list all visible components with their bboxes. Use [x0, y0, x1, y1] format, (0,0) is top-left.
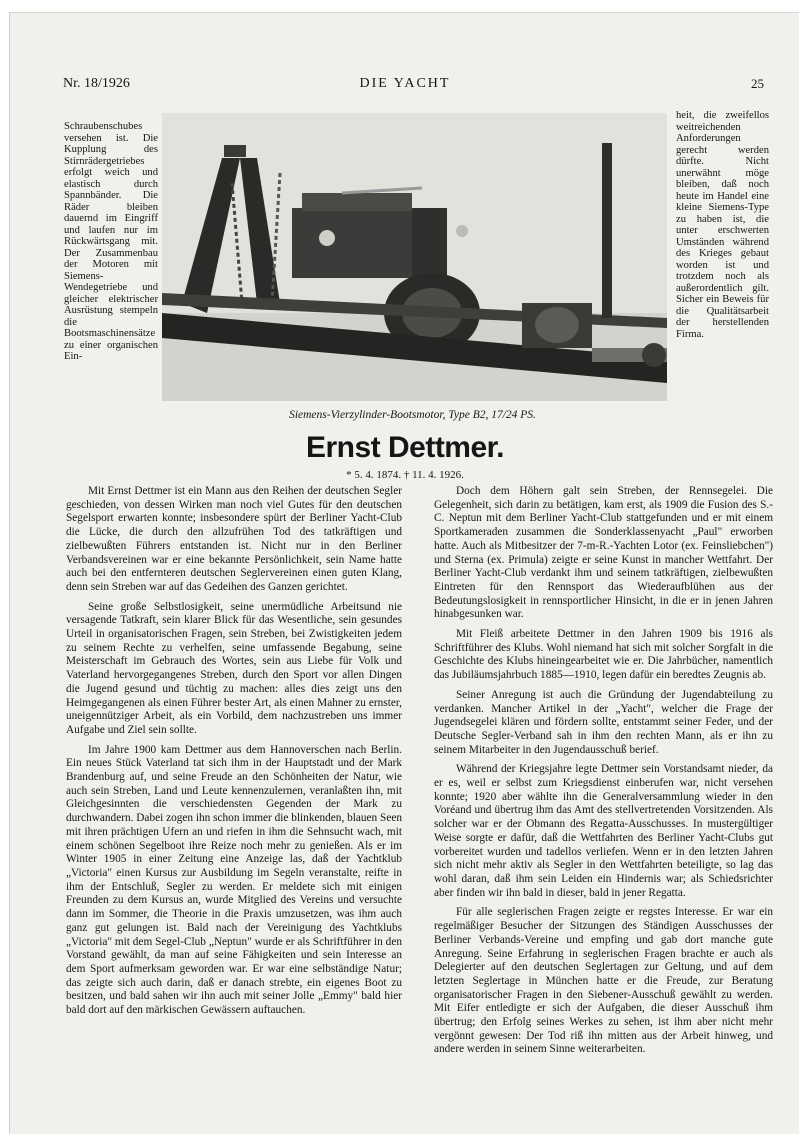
- page-number: 25: [751, 76, 764, 91]
- article-title: Ernst Dettmer.: [305, 431, 505, 464]
- article-paragraph: Für alle seglerischen Fragen zeigte er regstes Interesse. Er war ein regelmäßiger Besucher der Sitzungen des Ständigen Ausschusses der Berliner Verbands-Vereine und empfing und gab dort manche gute Anregung. Seine Erfahrung in seglerischen Fragen brachte er auch als Delegierter auf den deutschen Seglertagen zur Geltung, und auf dem letzten Seglertage in München hatte er die Freude, zur Beratung organisatorischer Fragen in den Siebener-Ausschuß gewählt zu werden. Mit Eifer entledigte er sich der Aufgaben, die dieser Ausschuß ihm übertrug; den Erfolg seines Werkes zu sehen, ist ihm aber nicht mehr vergönnt gewesen: Der Tod riß ihn mitten aus der Arbeit hinweg, und andere werden in seinem Sinne weiterarbeiten.: [434, 906, 773, 1056]
- sidebar-paragraph: Schraubenschubes versehen ist. Die Kupplung des Stirnrädergetriebes erfolgt weich und elastisch durch Spannbänder. Die Räder bleiben dauernd im Eingriff und laufen nur im Rückwärtsgang mit. Der Zusammenbau der Motoren mit Siemens-Wendegetriebe und gleicher elektrischer Ausrüstung stempeln die Bootsmaschinensätze zu einer organischen Ein-: [64, 121, 158, 362]
- boat-engine-illustration: [162, 113, 667, 401]
- figure-caption: Siemens-Vierzylinder-Bootsmotor, Type B2, 17/24 PS.: [289, 409, 536, 421]
- engine-photo: [162, 113, 667, 401]
- article-dates: * 5. 4. 1874. † 11. 4. 1926.: [346, 469, 464, 481]
- article-paragraph: Seine große Selbstlosigkeit, seine unermüdliche Arbeitsund nie versagende Tatkraft, sein klarer Blick für das Wesentliche, sein gesundes Urteil in organisatorischen Fragen, sein Streben, bei Zwistigkeiten jedem zu seinem Rechte zu verhelfen, seine umfassende Begabung, seine Meisterschaft im Gebrauch des Wortes, sein aus Liebe für Volk und Vaterland hervorgegangenes Streben, durch den Sport vor allen Dingen die Jugend gesund und tüchtig zu machen: alles dies zeigt uns den Heimgegangenen als einen Führer bester Art, als einen Mahner zu ernster, uneigennütziger Arbeit, als ein Vorbild, dem nachzustreben uns immer Aufgabe und Ziel sein sollte.: [66, 600, 402, 736]
- article-paragraph: Während der Kriegsjahre legte Dettmer sein Vorstandsamt nieder, da er es, weil er selbst zum Kriegsdienst einberufen war, nicht versehen konnte; 1920 aber wählte ihn die Generalversammlung wieder in den Voréand und übertrug ihm das Amt des stellvertretenden Vorsitzenden. Als solcher war er der Obmann des Regatta-Ausschusses. In mustergültiger Weise sorgte er dafür, daß die Wettfahrten des Berliner Yacht-Clubs gut vorbereitet wurden und tadellos verliefen. Wenn er in den letzten Jahren sich nicht mehr aktiv als Segler in den Wettfahrten beteiligte, so lag das wohl daran, daß ihm sein Leiden ein Hindernis war; als Schiedsrichter aber finden wir ihn bald in dieser, bald in jener Regatta.: [434, 763, 773, 899]
- issue-number: Nr. 18/1926: [63, 76, 130, 91]
- article-paragraph: Mit Fleiß arbeitete Dettmer in den Jahren 1909 bis 1916 als Schriftführer des Klubs. Wohl niemand hat sich mit solcher Sorgfalt in die Geschichte des Klubs hineingearbeitet wie er. Die Jahrbücher, namentlich das Jubiläumsjahrbuch 1885—1910, legen dafür ein beredtes Zeugnis ab.: [434, 628, 773, 682]
- right-sidebar-text: [676, 110, 769, 340]
- article-paragraph: Mit Ernst Dettmer ist ein Mann aus den Reihen der deutschen Segler geschieden, von dessen Wirken man noch viel Gutes für den deutschen Segelsport erwarten konnte; insbesondere spürt der Berliner Yacht-Club die Lücke, die durch den allzufrühen Tod des tatkräftigen und zielbewußten Führers entstanden ist. Nicht nur in den Berliner Verbandsvereinen war er eine bekannte Persönlichkeit, sein Name hatte auch bei den entfernteren deutschen Seglervereinen einen guten Klang, denn sein Streben war auf das Gedeihen des Ganzen gerichtet.: [66, 485, 402, 593]
- article-paragraph: Seiner Anregung ist auch die Gründung der Jugendabteilung zu verdanken. Mancher Artikel in der „Yacht", welcher die Frage der Jugendsegelei klären und fördern sollte, entstammt seiner Feder, und der Deutsche Segler-Verband sah in ihm den rechten Mann, als er ihn zu seinem Mitarbeiter in den Jugendausschuß berief.: [434, 688, 773, 756]
- article-left-column: [66, 485, 402, 1024]
- article-paragraph: Im Jahre 1900 kam Dettmer aus dem Hannoverschen nach Berlin. Ein neues Stück Vaterland tat sich ihm in der Hauptstadt und der Mark Brandenburg auf, und seine Freude an den Schönheiten der Natur, wie auch sein Streben, Land und Leute kennenzulernen, veranlaßten ihn, mit Gleichgesinnten die verschiedensten Gegenden der Mark zu durchwandern. Dabei zogen ihn schon immer die blinkenden, blauen Seen mit ihren prächtigen Ufern an und riefen in ihm die Sehnsucht wach, mit einem schönen Segelboot ihre Reize noch mehr zu genießen. Als er im Winter 1905 in einer Zeitung eine Anzeige las, daß der Yachtklub „Victoria" einen Kursus zur Ausbildung im Segeln veranstalte, reifte in ihm der Entschluß, Segler zu werden. Er meldete sich mit einigen Freunden zu dem Kursus an, wurde Mitglied des Vereins und versuchte dann im Sommer, die Theorie in die Praxis umzusetzen, was ihm auch ganz gut gelungen ist. Bald nach der Vereinigung des Yachtklubs „Victoria" mit dem Segel-Club „Neptun" wurde er als Schriftführer in den Vorstand gewählt, da man auf seine Fähigkeiten und sein Interesse an dem Sport aufmerksam geworden war. Er war eine selbständige Natur; das zeigte sich auch darin, daß er danach strebte, ein eigenes Boot zu besitzen, und bald sahen wir ihn auch mit seiner Jolle „Emmy" bald hier bald dort auf den märkischen Gewässern auftauchen.: [66, 743, 402, 1017]
- left-sidebar-text: [64, 121, 158, 363]
- sidebar-paragraph: heit, die zweifellos weitreichenden Anforderungen gerecht werden dürfte. Nicht unerwähnt möge bleiben, daß noch heute im Handel eine kleine Siemens-Type zu haben ist, die unter erschwerten Umständen während des Krieges gebaut worden ist und trotzdem noch als außerordentlich gilt. Sicher ein Beweis für die Qualitätsarbeit der herstellenden Firma.: [676, 110, 769, 340]
- article-right-column: [434, 485, 773, 1063]
- article-paragraph: Doch dem Höhern galt sein Streben, der Rennsegelei. Die Gelegenheit, sich darin zu betätigen, kam erst, als 1909 die Fusion des S.-C. Neptun mit dem Berliner Yacht-Club stattgefunden und er mit einem Sportkameraden zusammen die Sonderklassenyacht „Paul" erworben hatte. Auch als Mitbesitzer der 7-m-R.-Yachten Lotor (ex. Feinsliebchen") und Sterna (ex. Primula) zeigte er seine Kunst in mancher Wettfahrt. Der Berliner Yacht-Club verdankt ihm und seinem tatkräftigen, zielbewußten Eintreten für den Rennsport das Wiederaufblühen aus der Bedeutungslosigkeit in rennsportlicher Hinsicht, in die er in jenen Jahren hinabgesunken war.: [434, 485, 773, 621]
- magazine-page: [9, 12, 799, 1134]
- magazine-title: DIE YACHT: [359, 76, 451, 91]
